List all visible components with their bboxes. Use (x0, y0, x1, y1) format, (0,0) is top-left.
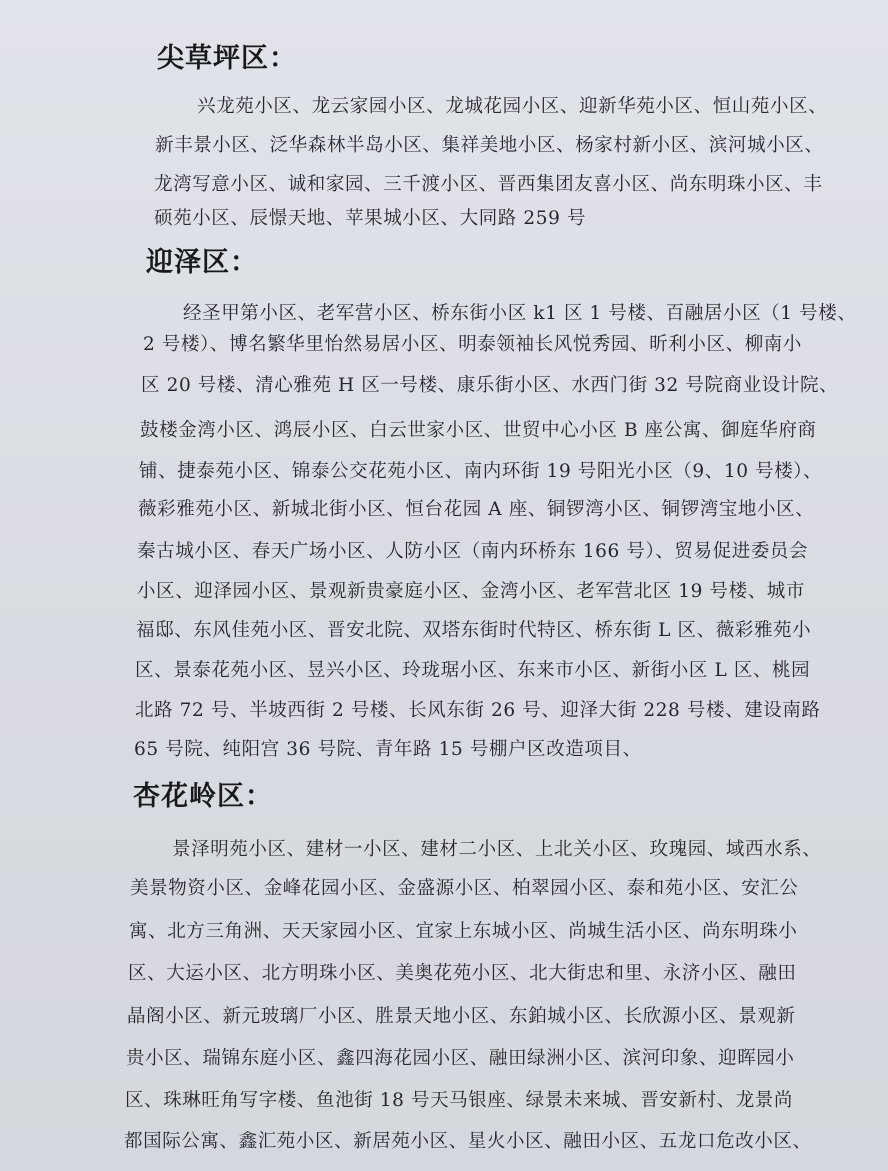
text-line: 寓、北方三角洲、天天家园小区、宜家上东城小区、尚城生活小区、尚东明珠小 (129, 921, 798, 942)
text-line: 区、大运小区、北方明珠小区、美奥花苑小区、北大街忠和里、永济小区、融田 (128, 963, 797, 984)
text-line: 都国际公寓、鑫汇苑小区、新居苑小区、星火小区、融田小区、五龙口危改小区、 (124, 1131, 812, 1152)
text-line: 经圣甲第小区、老军营小区、桥东街小区 k1 区 1 号楼、百融居小区（1 号楼、 (183, 303, 857, 324)
text-line: 兴龙苑小区、龙云家园小区、龙城花园小区、迎新华苑小区、恒山苑小区、 (197, 96, 828, 117)
text-line: 秦古城小区、春天广场小区、人防小区（南内环桥东 166 号）、贸易促进委员会 (137, 541, 809, 562)
text-line: 区 20 号楼、清心雅苑 H 区一号楼、康乐街小区、水西门街 32 号院商业设计院、 (141, 375, 839, 396)
text-line: 龙湾写意小区、诚和家园、三千渡小区、晋西集团友喜小区、尚东明珠小区、丰 (154, 174, 823, 195)
text-line: 小区、迎泽园小区、景观新贵豪庭小区、金湾小区、老军营北区 19 号楼、城市 (137, 581, 806, 602)
section-heading: 杏花岭区： (133, 781, 273, 812)
text-line: 晶阁小区、新元玻璃厂小区、胜景天地小区、东鉑城小区、长欣源小区、景观新 (127, 1006, 796, 1027)
text-line: 2 号楼）、博名繁华里怡然易居小区、明泰领袖长风悦秀园、昕利小区、柳南小 (143, 334, 803, 355)
text-line: 65 号院、纯阳宫 36 号院、青年路 15 号棚户区改造项目、 (134, 739, 642, 760)
section-heading: 尖草坪区： (157, 43, 297, 74)
text-line: 贵小区、瑞锦东庭小区、鑫四海花园小区、融田绿洲小区、滨河印象、迎晖园小 (126, 1048, 795, 1069)
text-line: 硕苑小区、辰憬天地、苹果城小区、大同路 259 号 (154, 208, 587, 229)
text-line: 景泽明苑小区、建材一小区、建材二小区、上北关小区、玫瑰园、域西水系、 (172, 839, 822, 860)
text-line: 薇彩雅苑小区、新城北街小区、恒台花园 A 座、铜锣湾小区、铜锣湾宝地小区、 (138, 499, 815, 520)
text-line: 区、珠琳旺角写字楼、鱼池街 18 号天马银座、绿景未来城、晋安新村、龙景尚 (125, 1090, 794, 1111)
section-heading: 迎泽区： (146, 247, 258, 278)
text-line: 福邸、东风佳苑小区、晋安北院、双塔东街时代特区、桥东街 L 区、薇彩雅苑小 (136, 620, 812, 641)
text-line: 铺、捷泰苑小区、锦泰公交花苑小区、南内环街 19 号阳光小区（9、10 号楼）、 (139, 461, 823, 482)
text-line: 鼓楼金湾小区、鸿辰小区、白云世家小区、世贸中心小区 B 座公寓、御庭华府商 (140, 420, 817, 441)
text-line: 北路 72 号、半坡西街 2 号楼、长风东街 26 号、迎泽大街 228 号楼、建设南路 (135, 700, 821, 721)
text-line: 区、景泰花苑小区、昱兴小区、玲珑琚小区、东来市小区、新街小区 L 区、桃园 (135, 660, 811, 681)
text-line: 美景物资小区、金峰花园小区、金盛源小区、柏翠园小区、泰和苑小区、安汇公 (130, 878, 799, 899)
text-line: 新丰景小区、泛华森林半岛小区、集祥美地小区、杨家村新小区、滨河城小区、 (155, 135, 824, 156)
